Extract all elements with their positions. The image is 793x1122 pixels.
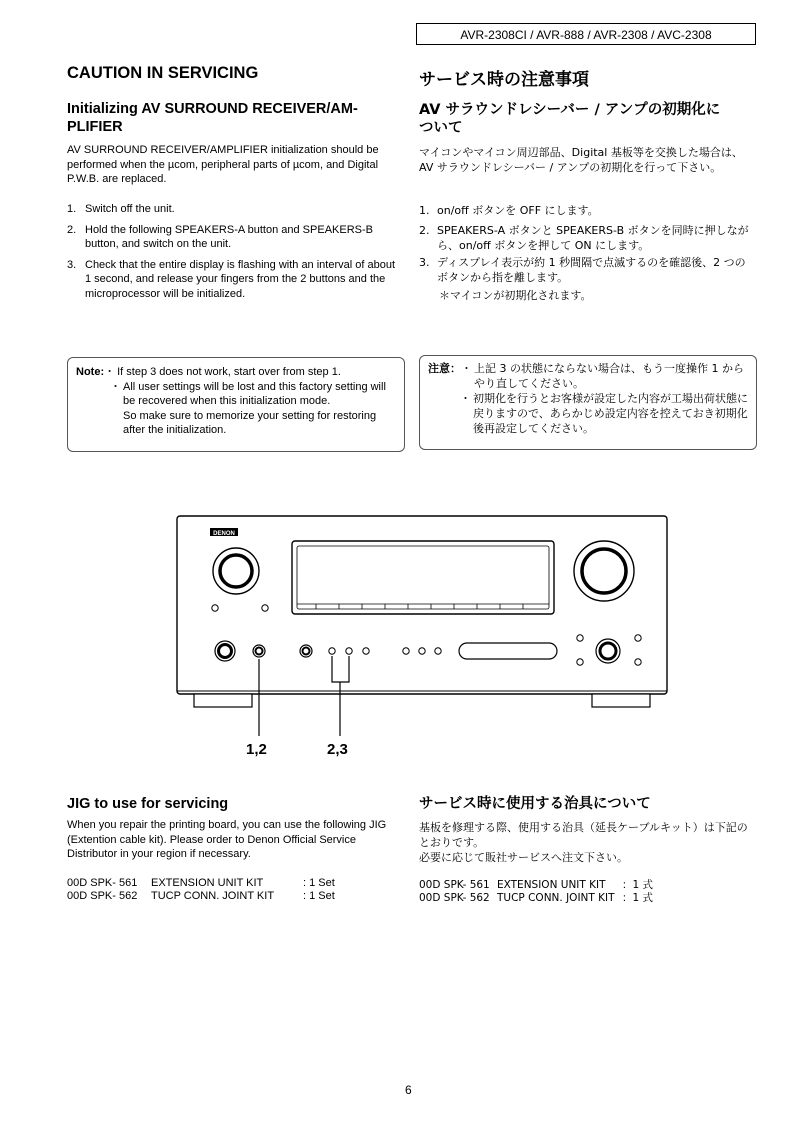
- jig-text-jp: 基板を修理する際、使用する治具（延長ケーブルキット）は下記のとおりです。: [419, 821, 748, 849]
- jig-code: 00D SPK- 561: [419, 879, 490, 891]
- step-jp-3: [419, 255, 754, 285]
- small-button: [435, 648, 441, 654]
- section-title-en: CAUTION IN SERVICING: [67, 64, 259, 82]
- jig-qty: : 1 Set: [303, 877, 335, 889]
- jig-row: [419, 879, 653, 892]
- bullet-icon: ・: [460, 392, 471, 405]
- step-text: Hold the following SPEAKERS-A button and SPEAKERS-B button, and switch on the unit.: [85, 223, 373, 250]
- note-label-jp: 注意：: [428, 362, 461, 375]
- steps-jp: [419, 203, 754, 287]
- foot-left: [194, 694, 252, 707]
- note-jp-item1: 上記 3 の状態にならない場合は、もう一度操作 1 からやり直してください。: [474, 362, 744, 390]
- note-jp-item2: 初期化を行うとお客様が設定した内容が工場出荷状態に戻りますので、あらかじめ設定内容を控えておき初期化後再設定してください。: [473, 392, 748, 435]
- init-title-jp-line1: AV サラウンドレシーバー / アンプの初期化に: [419, 102, 721, 118]
- step-num: 2.: [419, 224, 430, 237]
- bullet-icon: ・: [461, 362, 472, 375]
- jig-code: 00D SPK- 561: [67, 877, 138, 889]
- note-box-jp: [419, 355, 757, 450]
- init-title-en-line1: Initializing AV SURROUND RECEIVER/AM-: [67, 101, 358, 117]
- step-jp-1: [419, 203, 754, 218]
- jig-qty: : 1 Set: [303, 890, 335, 902]
- receiver-front-panel-figure: [170, 508, 680, 770]
- step-num: 2.: [67, 223, 77, 236]
- jig-row: [67, 890, 335, 903]
- jig-name: EXTENSION UNIT KIT: [151, 877, 264, 889]
- foot-right: [592, 694, 650, 707]
- note-box-en: [67, 357, 405, 452]
- jig-qty: ：1 式: [622, 892, 654, 904]
- step-en-2: [67, 223, 403, 252]
- small-button: [577, 659, 583, 665]
- step-jp-2: [419, 223, 754, 253]
- step-num: 1.: [419, 204, 430, 217]
- jig-title-en: JIG to use for servicing: [67, 796, 229, 812]
- jig-text-en: When you repair the printing board, you can use the following JIG (Extention cable kit). Please order to Denon Official Service Distributor in your region if necessary.: [67, 819, 387, 860]
- small-button: [363, 648, 369, 654]
- step-num: 3.: [67, 258, 77, 271]
- small-button: [403, 648, 409, 654]
- callout-label-2-3: 2,3: [327, 741, 348, 758]
- step-text: ディスプレイ表示が約 1 秒間隔で点滅するのを確認後、2 つのボタンから指を離します。: [437, 256, 746, 284]
- note-label-en: Note:: [76, 366, 105, 378]
- indicator-led: [262, 605, 268, 611]
- init-title-en-line2: PLIFIER: [67, 119, 123, 135]
- intro-en: AV SURROUND RECEIVER/AMPLIFIER initialization should be performed when the µcom, peripheral parts of µcom, and Digital P.W.B. are replaced.: [67, 144, 379, 185]
- input-mode-slot: [459, 643, 557, 659]
- denon-logo-text: DENON: [213, 531, 235, 537]
- note-en-row1: [76, 365, 398, 380]
- note-jp-row2: [428, 391, 753, 436]
- front-display: [292, 541, 554, 614]
- jig-row: [67, 877, 335, 890]
- init-title-jp: [419, 101, 764, 137]
- speakers-b-button: [346, 648, 352, 654]
- indicator-led: [212, 605, 218, 611]
- steps-en: [67, 202, 403, 307]
- jig-table-jp: [419, 879, 653, 905]
- step-note-jp: ＊マイコンが初期化されます。: [439, 289, 592, 302]
- note-en-item2: All user settings will be lost and this factory setting will be recovered when this initialization mode.: [123, 380, 386, 408]
- step-text: on/off ボタンを OFF にします。: [437, 204, 599, 217]
- note-en-row2: [76, 380, 398, 438]
- step-text: Check that the entire display is flashing with an interval of about 1 second, and release your fingers from the 2 buttons and the microprocessor will be initialized.: [85, 258, 396, 300]
- jig-code: 00D SPK- 562: [419, 892, 490, 904]
- small-button: [419, 648, 425, 654]
- step-en-3: [67, 258, 403, 302]
- jig-row: [419, 892, 653, 905]
- model-header: AVR-2308CI / AVR-888 / AVR-2308 / AVC-2308: [416, 23, 756, 45]
- jig-text2-jp: 必要に応じて販社サービスへ注文下さい。: [419, 851, 628, 864]
- note-en-item2-cont: So make sure to memorize your setting for restoring after the initialization.: [123, 409, 377, 437]
- step-num: 3.: [419, 256, 430, 269]
- speakers-a-button: [329, 648, 335, 654]
- jig-name: EXTENSION UNIT KIT: [497, 879, 606, 891]
- step-en-1: [67, 202, 403, 217]
- note-en-item1: If step 3 does not work, start over from step 1.: [117, 366, 341, 378]
- jig-name: TUCP CONN. JOINT KIT: [151, 890, 275, 902]
- jig-title-jp: サービス時に使用する治具について: [419, 796, 651, 812]
- jig-qty: ：1 式: [622, 879, 654, 891]
- step-text: Switch off the unit.: [85, 203, 175, 215]
- page-number: 6: [405, 1083, 412, 1097]
- section-title-jp: サービス時の注意事項: [419, 70, 589, 90]
- step-num: 1.: [67, 203, 77, 215]
- init-title-en: [67, 100, 407, 136]
- callout-label-1-2: 1,2: [246, 741, 267, 758]
- jig-table-en: [67, 877, 335, 903]
- jig-code: 00D SPK- 562: [67, 890, 138, 902]
- init-title-jp-line2: ついて: [419, 120, 463, 136]
- jig-name: TUCP CONN. JOINT KIT: [497, 892, 615, 904]
- small-button: [635, 635, 641, 641]
- small-button: [577, 635, 583, 641]
- step-text: SPEAKERS-A ボタンと SPEAKERS-B ボタンを同時に押しながら、on/off ボタンを押して ON にします。: [437, 224, 749, 252]
- bullet-icon: ・: [104, 366, 116, 378]
- note-jp-row1: [428, 361, 753, 391]
- intro-jp: マイコンやマイコン周辺部品、Digital 基板等を交換した場合は、AV サラウンドレシーバー / アンプの初期化を行って下さい。: [419, 146, 743, 174]
- small-button: [635, 659, 641, 665]
- bullet-icon: ・: [110, 380, 121, 393]
